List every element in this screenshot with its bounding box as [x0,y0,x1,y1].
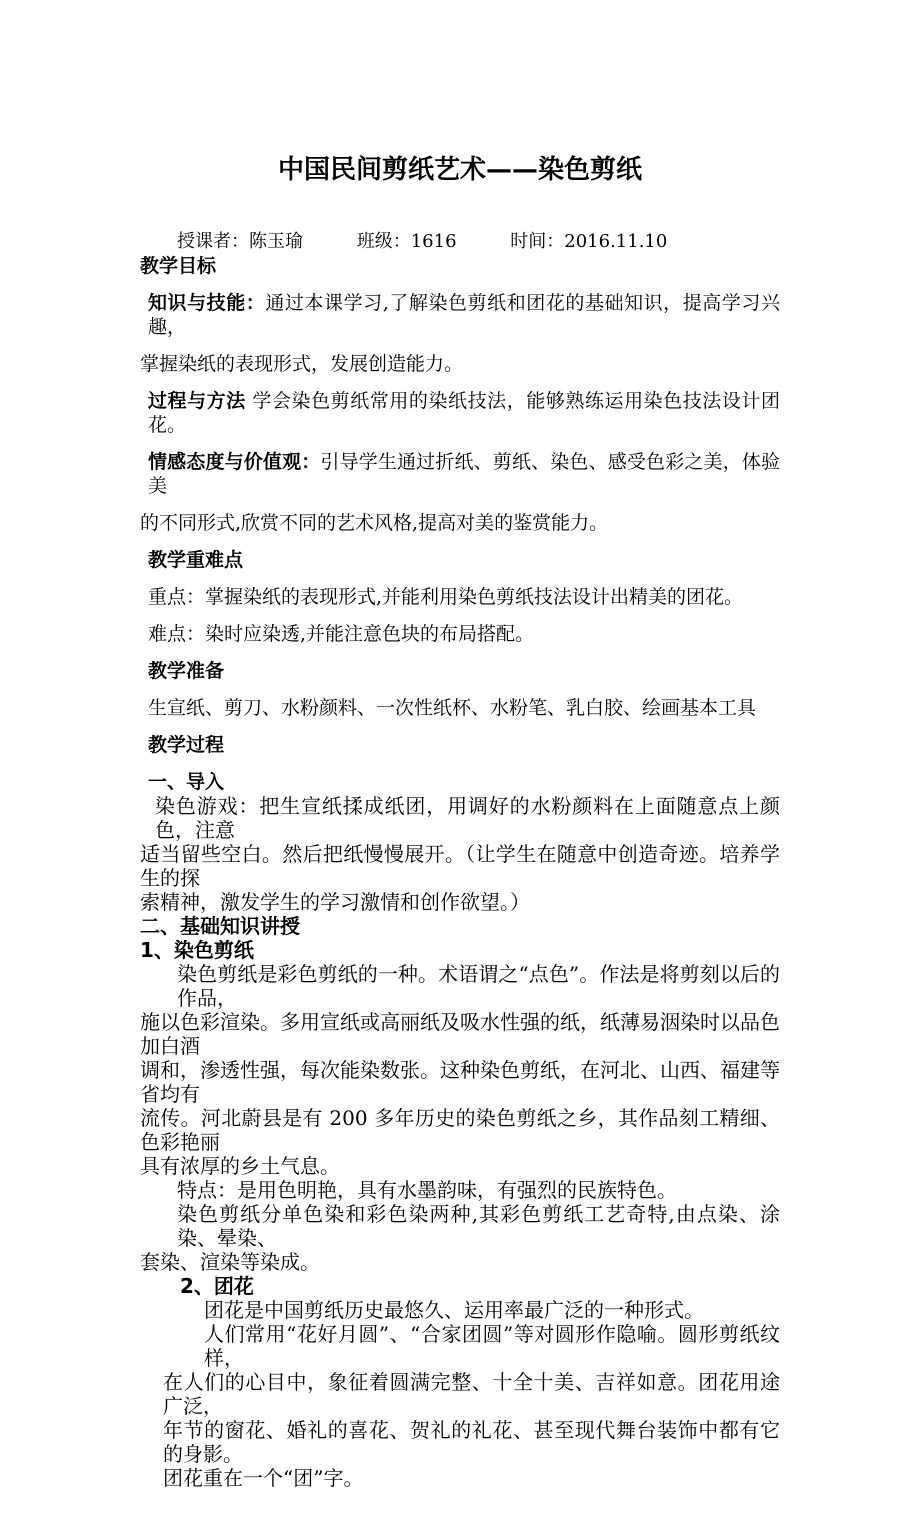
emotion-line [140,450,780,498]
preparation-heading: 教学准备 [148,660,225,682]
teacher: 授课者：陈玉瑜 [177,231,303,252]
knowledge-line-2: 掌握染纸的表现形式，发展创造能力。 [140,353,464,375]
flower-line-2: 人们常用“花好月圆”、“合家团圆”等对圆形作隐喻。圆形剪纸纹样， [204,1322,780,1370]
key-points-heading: 教学重难点 [148,549,244,571]
process-line [140,389,780,437]
dye-line-5: 具有浓厚的乡土气息。 [140,1154,340,1178]
dye-line-2: 施以色彩渲染。多用宣纸或高丽纸及吸水性强的纸，纸薄易洇染时以品色加白酒 [140,1010,780,1058]
dye-heading: 1、染色剪纸 [140,938,254,962]
difficult-point: 难点：染时应染透,并能注意色块的布局搭配。 [148,623,535,645]
emotion-label: 情感态度与价值观： [148,451,321,473]
knowledge-line [140,291,780,339]
flower-line-4: 年节的窗花、婚礼的喜花、贺礼的礼花、甚至现代舞台装饰中都有它的身影。 [163,1418,780,1466]
dye-line-4: 流传。河北蔚县是有 200 多年历史的染色剪纸之乡，其作品刻工精细、色彩艳丽 [140,1106,780,1154]
lesson-meta [140,230,780,254]
intro-line-3: 索精神，激发学生的学习激情和创作欲望。） [140,890,530,914]
intro-line-1: 染色游戏：把生宣纸揉成纸团，用调好的水粉颜料在上面随意点上颜色，注意 [155,794,780,842]
process-label: 过程与方法 [148,390,246,412]
flower-line-3: 在人们的心目中，象征着圆满完整、十全十美、吉祥如意。团花用途广泛， [163,1370,780,1418]
knowledge-text: 通过本课学习,了解染色剪纸和团花的基础知识，提高学习兴趣， [148,292,780,338]
flower-line-1: 团花是中国剪纸历史最悠久、运用率最广泛的一种形式。 [204,1298,704,1322]
intro-heading: 一、导入 [148,771,225,793]
document-body [140,230,780,1530]
emotion-line-2: 的不同形式,欣赏不同的艺术风格,提高对美的鉴赏能力。 [140,512,609,534]
preparation-text: 生宣纸、剪刀、水粉颜料、一次性纸杯、水粉笔、乳白胶、绘画基本工具 [148,697,757,719]
objectives-heading: 教学目标 [140,255,217,277]
process-heading: 教学过程 [148,734,225,756]
key-point: 重点：掌握染纸的表现形式,并能利用染色剪纸技法设计出精美的团花。 [148,586,744,608]
flower-heading: 2、团花 [180,1274,254,1298]
dye-types-1: 染色剪纸分单色染和彩色染两种,其彩色剪纸工艺奇特,由点染、涂染、晕染、 [177,1202,780,1250]
document-title: 中国民间剪纸艺术——染色剪纸 [277,155,642,185]
flower-line-5: 团花重在一个“团”字。 [163,1466,364,1490]
emotion-text: 引导学生通过折纸、剪纸、染色、感受色彩之美，体验美 [148,451,780,497]
dye-line-1: 染色剪纸是彩色剪纸的一种。术语谓之“点色”。作法是将剪刻以后的作品， [177,962,780,1010]
knowledge-label: 知识与技能： [148,292,266,314]
dye-line-3: 调和，渗透性强，每次能染数张。这种染色剪纸，在河北、山西、福建等省均有 [140,1058,780,1106]
intro-line-2: 适当留些空白。然后把纸慢慢展开。（让学生在随意中创造奇迹。培养学生的探 [140,842,780,890]
basics-heading: 二、基础知识讲授 [140,914,300,938]
process-text: 学会染色剪纸常用的染纸技法，能够熟练运用染色技法设计团花。 [148,390,780,436]
dye-types-2: 套染、渲染等染成。 [140,1250,320,1274]
time: 时间：2016.11.10 [510,231,668,252]
dye-feature: 特点：是用色明艳，具有水墨韵味，有强烈的民族特色。 [177,1178,677,1202]
class: 班级：1616 [356,231,457,252]
